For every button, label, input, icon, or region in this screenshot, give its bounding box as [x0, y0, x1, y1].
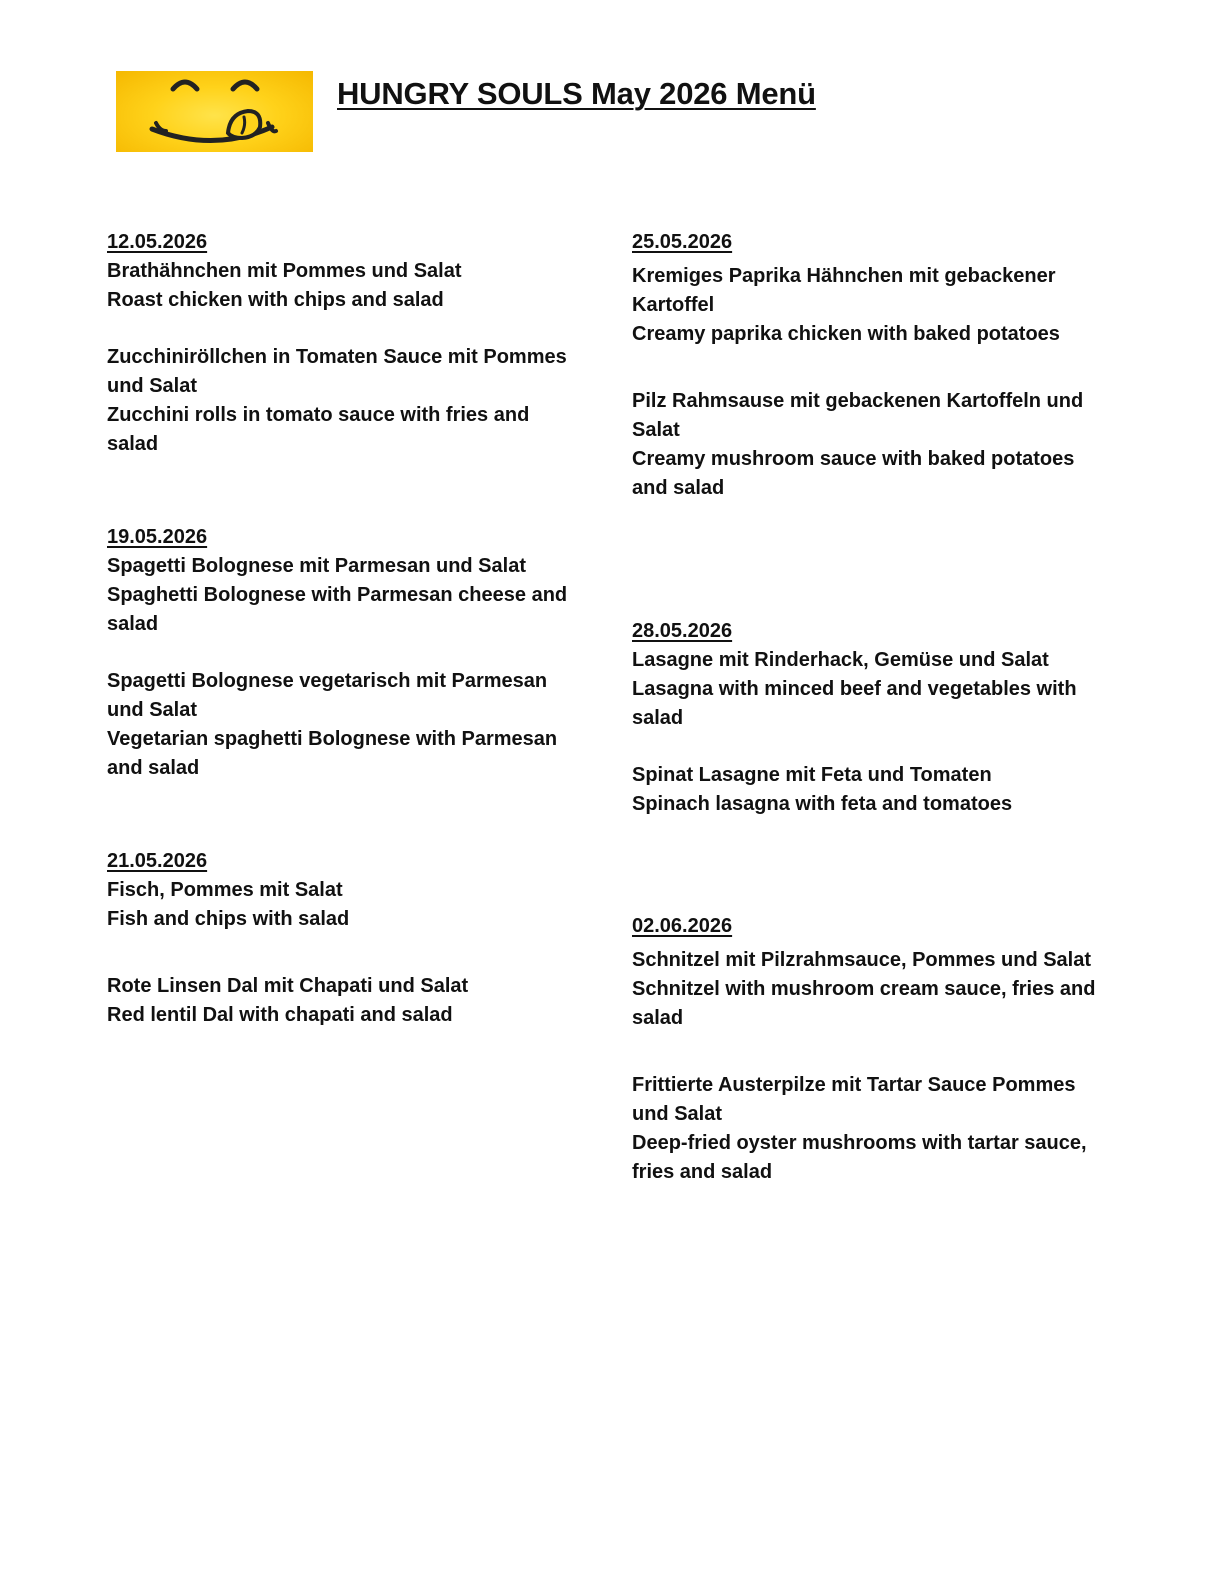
menu-dish — [632, 646, 1112, 733]
dish-german: Lasagne mit Rinderhack, Gemüse und Salat — [632, 649, 1049, 671]
menu-dish — [107, 552, 577, 639]
dish-german: Frittierte Austerpilze mit Tartar Sauce Pommes und Salat — [632, 1074, 1076, 1125]
menu-dish — [632, 761, 1112, 819]
dish-german: Brathähnchen mit Pommes und Salat — [107, 260, 462, 282]
dish-german: Zucchiniröllchen in Tomaten Sauce mit Pommes und Salat — [107, 346, 567, 397]
menu-dish — [107, 667, 577, 783]
menu-dish — [632, 262, 1112, 349]
dish-german: Kremiges Paprika Hähnchen mit gebackener Kartoffel — [632, 265, 1056, 316]
dish-english: Deep-fried oyster mushrooms with tartar sauce, fries and salad — [632, 1132, 1087, 1183]
dish-german: Pilz Rahmsause mit gebackenen Kartoffeln und Salat — [632, 390, 1084, 441]
dish-german: Spagetti Bolognese mit Parmesan und Salat — [107, 555, 526, 577]
dish-german: Spagetti Bolognese vegetarisch mit Parmesan und Salat — [107, 670, 548, 721]
dish-english: Schnitzel with mushroom cream sauce, fries and salad — [632, 978, 1096, 1029]
logo — [116, 71, 313, 152]
smiley-tongue-icon — [116, 71, 313, 152]
menu-day-2805 — [632, 617, 1112, 819]
menu-dish — [107, 257, 577, 315]
menu-day-2505 — [632, 228, 1112, 503]
dish-german: Rote Linsen Dal mit Chapati und Salat — [107, 975, 469, 997]
menu-dish — [107, 876, 577, 934]
menu-date: 25.05.2026 — [632, 231, 733, 253]
menu-date: 21.05.2026 — [107, 850, 208, 872]
dish-english: Creamy paprika chicken with baked potatoes — [632, 323, 1060, 345]
dish-german: Schnitzel mit Pilzrahmsauce, Pommes und Salat — [632, 949, 1092, 971]
dish-english: Vegetarian spaghetti Bolognese with Parmesan and salad — [107, 728, 558, 779]
dish-english: Lasagna with minced beef and vegetables with salad — [632, 678, 1077, 729]
menu-day-0206 — [632, 912, 1112, 1187]
menu-date: 19.05.2026 — [107, 526, 208, 548]
menu-day-1205 — [107, 228, 577, 459]
menu-dish — [632, 1071, 1112, 1187]
menu-date: 12.05.2026 — [107, 231, 208, 253]
dish-german: Spinat Lasagne mit Feta und Tomaten — [632, 764, 992, 786]
dish-english: Fish and chips with salad — [107, 908, 350, 930]
dish-english: Red lentil Dal with chapati and salad — [107, 1004, 453, 1026]
dish-english: Spaghetti Bolognese with Parmesan cheese and salad — [107, 584, 568, 635]
dish-english: Roast chicken with chips and salad — [107, 289, 444, 311]
menu-dish — [632, 946, 1112, 1033]
menu-dish — [632, 387, 1112, 503]
dish-english: Zucchini rolls in tomato sauce with fries and salad — [107, 404, 530, 455]
menu-day-2105 — [107, 847, 577, 1030]
menu-date: 28.05.2026 — [632, 620, 733, 642]
dish-english: Creamy mushroom sauce with baked potatoes and salad — [632, 448, 1075, 499]
menu-dish — [107, 343, 577, 459]
dish-english: Spinach lasagna with feta and tomatoes — [632, 793, 1013, 815]
menu-date: 02.06.2026 — [632, 915, 733, 937]
menu-day-1905 — [107, 523, 577, 783]
page-title: HUNGRY SOULS May 2026 Menü — [337, 76, 816, 111]
menu-dish — [107, 972, 577, 1030]
dish-german: Fisch, Pommes mit Salat — [107, 879, 343, 901]
